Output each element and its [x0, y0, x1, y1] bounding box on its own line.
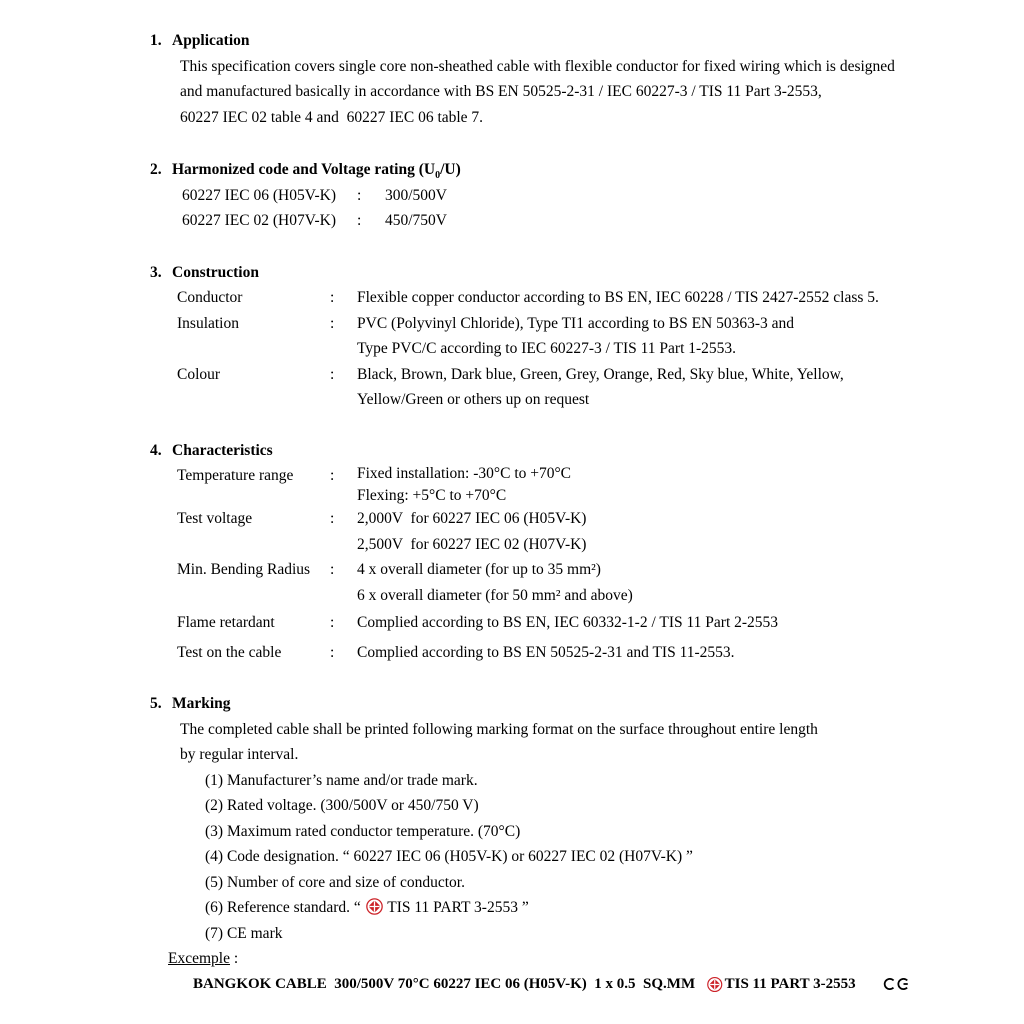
spec-row-temperature-range [177, 463, 910, 506]
spec-row-test-on-cable [177, 640, 910, 666]
section-characteristics [150, 438, 910, 666]
marking-item: (2) Rated voltage. (300/500V or 450/750 V) [205, 797, 479, 814]
spec-label: Insulation [177, 314, 239, 332]
section-number: 1. [150, 32, 162, 49]
spec-value-line: 2,500V for 60227 IEC 02 (H07V-K) [357, 535, 587, 553]
section-application [150, 28, 910, 130]
marking-example-text: BANGKOK CABLE 300/500V 70°C 60227 IEC 06 (H05V-K) 1 x 0.5 SQ.MM [193, 975, 696, 992]
spec-value-line: Complied according to BS EN, IEC 60332-1-2 / TIS 11 Part 2-2553 [357, 614, 779, 631]
paragraph-line: This specification covers single core non-sheathed cable with flexible conductor for fixed wiring which is designed [180, 57, 895, 75]
spec-label: Temperature range [177, 467, 294, 484]
spec-value-line: Yellow/Green or others up on request [357, 391, 590, 408]
spec-value-line: PVC (Polyvinyl Chloride), Type TI1 according to BS EN 50363-3 and [357, 314, 795, 332]
spec-value [357, 610, 910, 636]
section-4-heading [150, 438, 910, 464]
marking-item: (3) Maximum rated conductor temperature. (70°C) [205, 822, 521, 840]
section-number: 3. [150, 263, 162, 281]
spec-value [357, 285, 910, 311]
marking-item: (5) Number of core and size of conductor. [205, 873, 465, 891]
section-number: 4. [150, 441, 162, 459]
spec-value [357, 640, 910, 666]
spec-value-line: Type PVC/C according to IEC 60227-3 / TIS 11 Part 1-2553. [357, 340, 737, 357]
ce-mark-icon [883, 976, 910, 992]
marking-item: (4) Code designation. “ 60227 IEC 06 (H05V-K) or 60227 IEC 02 (H07V-K) ” [205, 848, 693, 865]
document-content [150, 28, 910, 997]
colon: : [330, 314, 335, 332]
spec-value-line: Fixed installation: -30°C to +70°C [357, 465, 572, 482]
voltage-value: 450/750V [385, 212, 447, 229]
marking-item: (7) CE mark [205, 924, 283, 942]
application-paragraph [180, 54, 910, 131]
example-colon: : [229, 950, 239, 967]
spec-value [357, 362, 910, 413]
section-title [172, 157, 461, 183]
spec-value [357, 311, 910, 362]
paragraph-line: and manufactured basically in accordance with BS EN 50525-2-31 / IEC 60227-3 / TIS 11 Part 3-2553, [180, 83, 822, 100]
example-heading [168, 946, 910, 972]
marking-example-tis-text: TIS 11 PART 3-2553 [724, 975, 856, 992]
spec-value-line: Flexible copper conductor according to BS EN, IEC 60228 / TIS 2427-2552 class 5. [357, 289, 879, 306]
marking-item-reference-standard [205, 895, 910, 921]
spec-value-line: 4 x overall diameter (for up to 35 mm²) [357, 561, 601, 578]
section-5-heading [150, 691, 910, 717]
section-marking [150, 691, 910, 997]
spec-value-line: 6 x overall diameter (for 50 mm² and above) [357, 586, 633, 604]
spec-label: Test voltage [177, 510, 253, 527]
paragraph-line: 60227 IEC 02 table 4 and 60227 IEC 06 table 7. [180, 108, 484, 126]
spec-row-insulation [177, 311, 910, 362]
example-marking-line [193, 972, 910, 998]
colon: : [330, 561, 335, 578]
section-title: Construction [172, 263, 259, 281]
spec-label: Conductor [177, 289, 243, 306]
spec-row-min-bending-radius [177, 557, 910, 608]
marking-item-text: TIS 11 PART 3-2553 ” [383, 899, 529, 916]
spec-label: Flame retardant [177, 614, 275, 631]
section-1-heading [150, 28, 910, 54]
tis-mark-icon [366, 898, 383, 915]
colon: : [330, 643, 335, 661]
colon: : [357, 186, 362, 204]
section-3-heading [150, 260, 910, 286]
section-number: 5. [150, 695, 162, 712]
section-harmonized-code [150, 157, 910, 234]
spec-row-colour [177, 362, 910, 413]
voltage-row [182, 183, 910, 209]
colon: : [330, 289, 335, 306]
title-text: /U) [440, 161, 461, 178]
marking-item-text: (6) Reference standard. “ [205, 899, 365, 916]
section-construction [150, 260, 910, 413]
paragraph-line: The completed cable shall be printed following marking format on the surface throughout entire length [180, 720, 818, 738]
spec-label: Min. Bending Radius [177, 561, 311, 578]
title-text: Harmonized code and Voltage rating (U [172, 161, 436, 178]
section-number: 2. [150, 161, 162, 178]
colon: : [357, 212, 362, 229]
spec-value-line: 2,000V for 60227 IEC 06 (H05V-K) [357, 510, 587, 527]
section-title: Characteristics [172, 441, 273, 459]
spec-row-conductor [177, 285, 910, 311]
example-label: Excemple [168, 950, 230, 967]
section-title: Marking [172, 695, 231, 712]
spec-value-line: Complied according to BS EN 50525-2-31 and TIS 11-2553. [357, 643, 735, 661]
spec-value [357, 557, 910, 608]
colon: : [330, 510, 335, 527]
section-title: Application [172, 32, 250, 49]
voltage-row [182, 208, 910, 234]
spec-value-line: Flexing: +5°C to +70°C [357, 486, 507, 504]
section-2-heading [150, 157, 910, 183]
spec-label: Colour [177, 365, 221, 383]
spec-row-test-voltage [177, 506, 910, 557]
code-label: 60227 IEC 06 (H05V-K) [182, 186, 336, 204]
spec-value-line: Black, Brown, Dark blue, Green, Grey, Orange, Red, Sky blue, White, Yellow, [357, 365, 844, 383]
spec-value [357, 463, 910, 506]
code-label: 60227 IEC 02 (H07V-K) [182, 212, 336, 229]
colon: : [330, 614, 335, 631]
spec-row-flame-retardant [177, 610, 910, 636]
tis-mark-icon [707, 976, 723, 993]
colon: : [330, 467, 335, 484]
marking-item-list [205, 768, 910, 947]
spec-value [357, 506, 910, 557]
title-subscript: 0 [435, 170, 441, 182]
colon: : [330, 365, 335, 383]
marking-intro [180, 717, 910, 768]
voltage-value: 300/500V [385, 186, 447, 204]
marking-item: (1) Manufacturer’s name and/or trade mark. [205, 771, 478, 789]
paragraph-line: by regular interval. [180, 746, 299, 763]
spec-label: Test on the cable [177, 643, 282, 661]
